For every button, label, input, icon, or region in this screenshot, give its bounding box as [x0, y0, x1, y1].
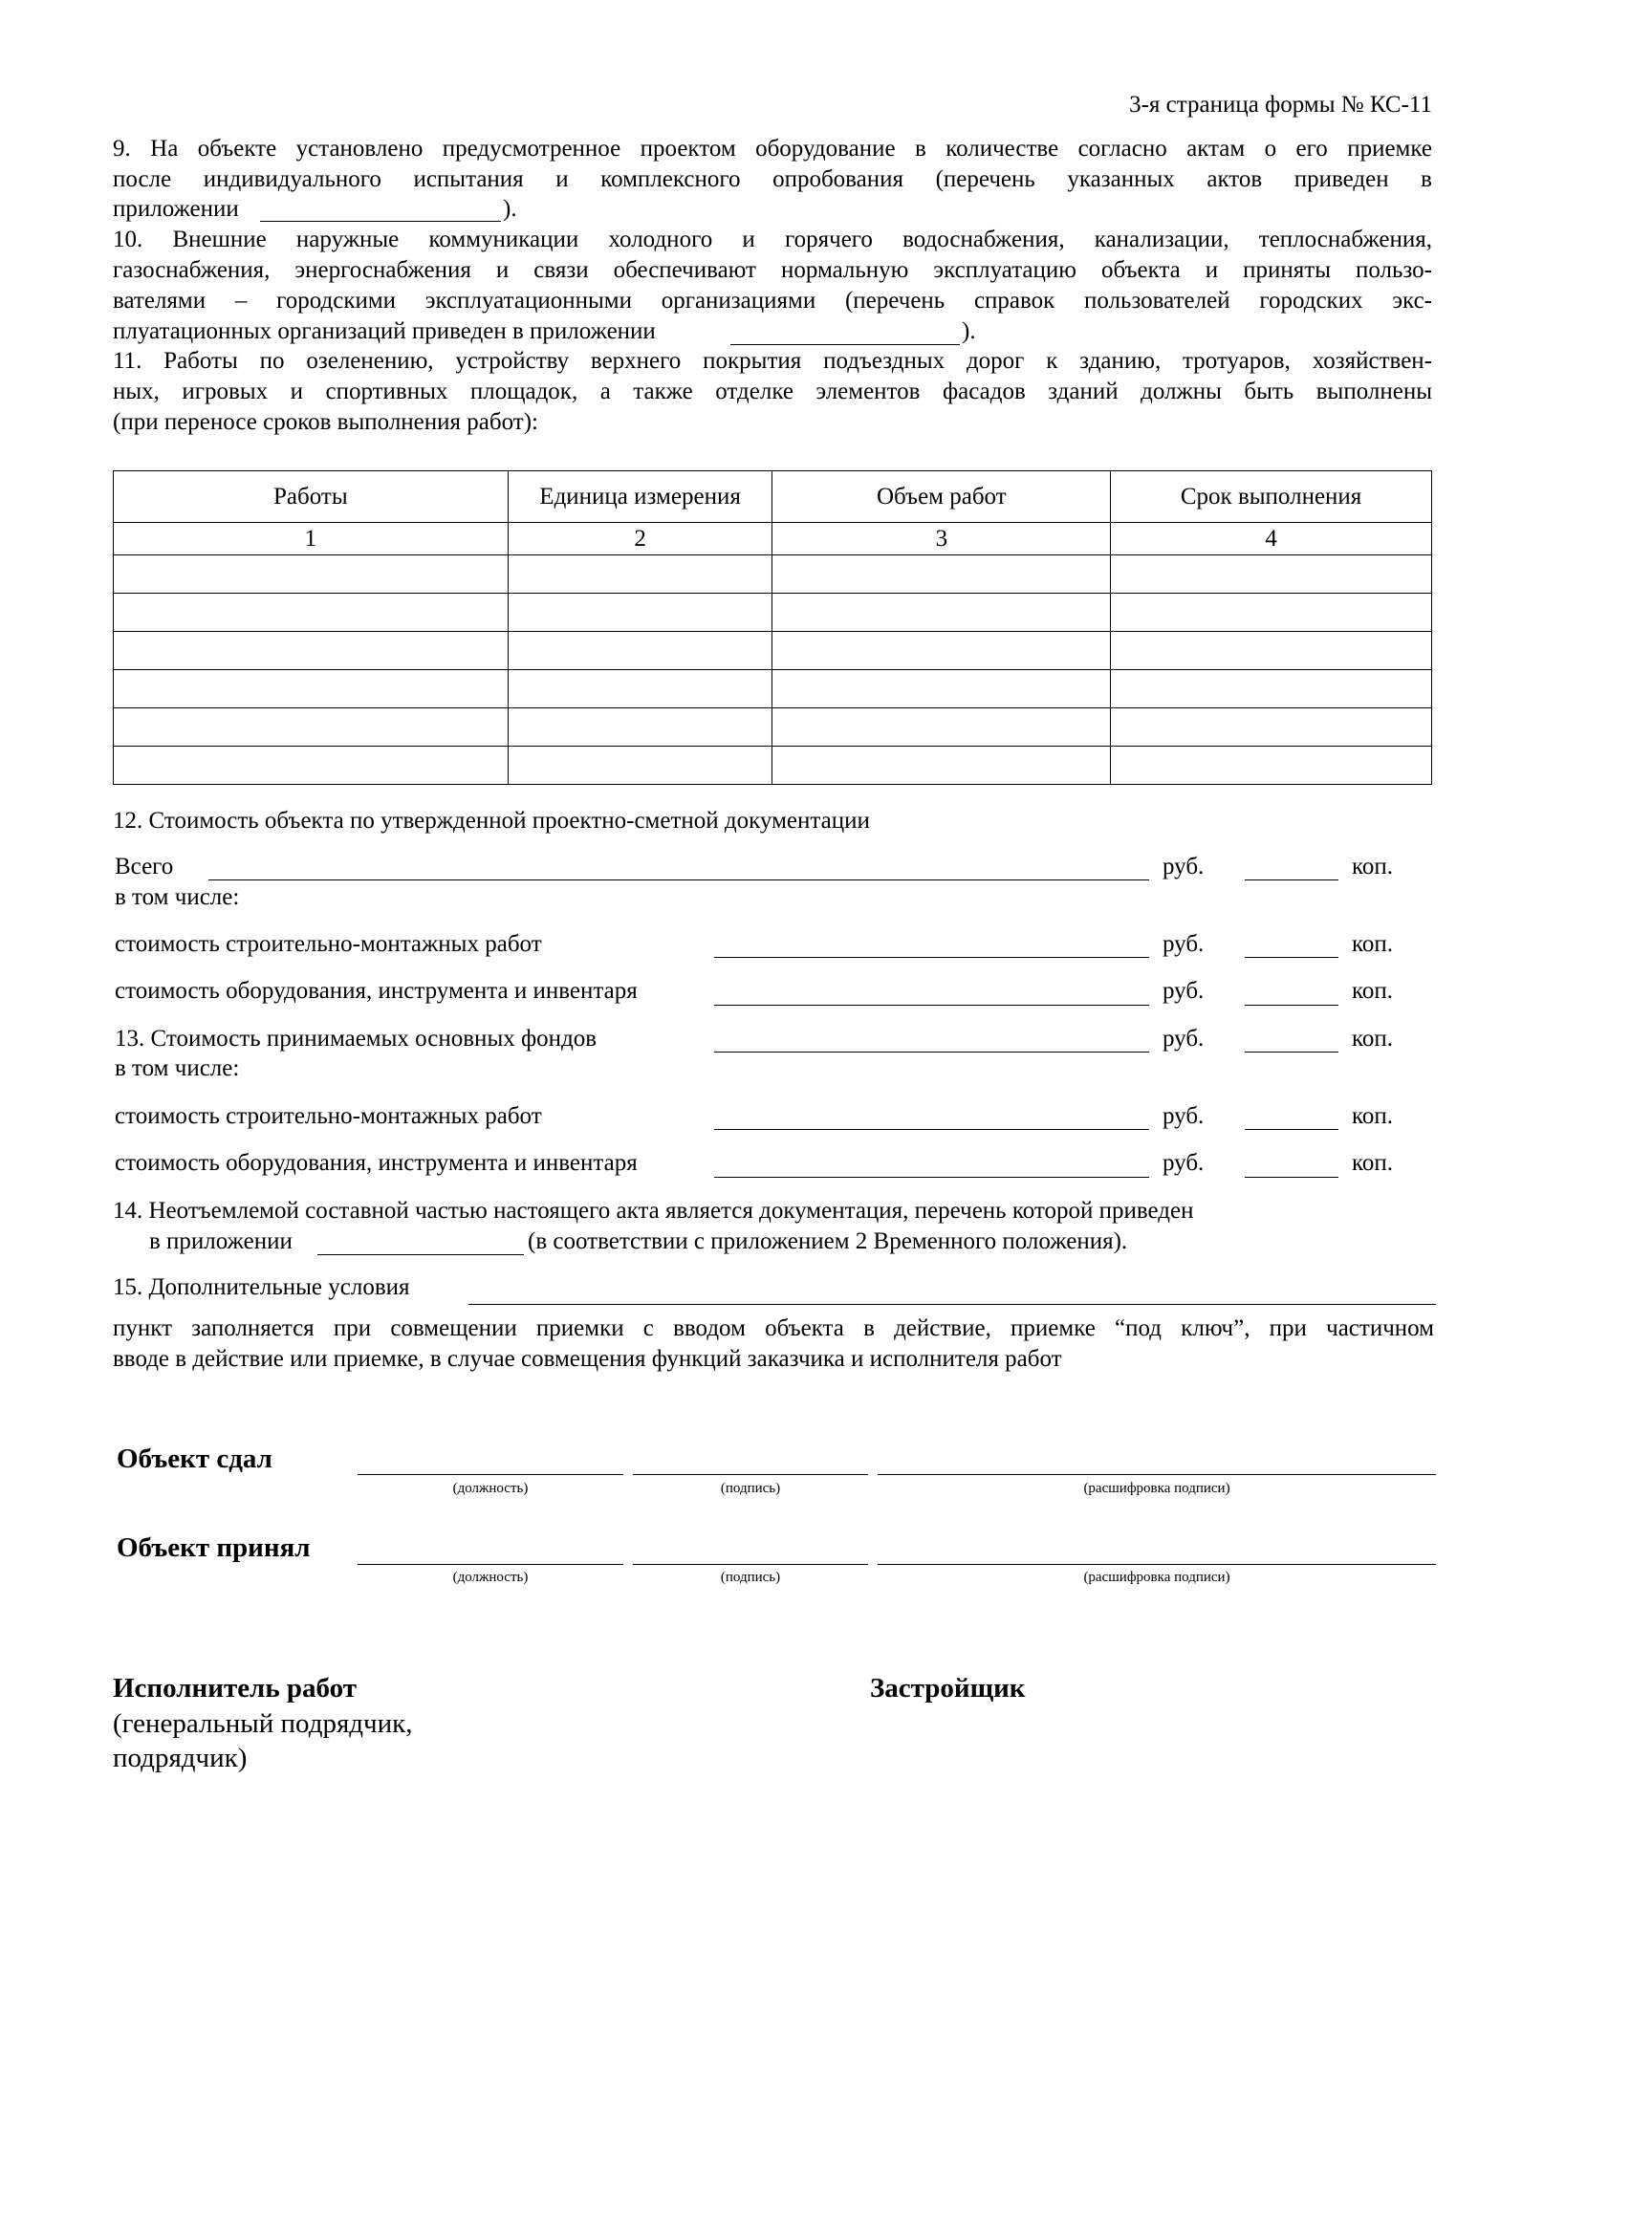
- table-row: [114, 747, 1432, 785]
- accepted-label: Объект принял: [117, 1532, 311, 1563]
- decoding-caption: (расшифровка подписи): [1083, 1570, 1230, 1585]
- item13-equipment-rub-field[interactable]: [714, 1177, 1149, 1178]
- item10-line4-start: плуатационных организаций приведен в приложении: [113, 318, 656, 344]
- kop-label: коп.: [1352, 978, 1394, 1004]
- table-cell[interactable]: [114, 594, 509, 632]
- table-cell[interactable]: [508, 670, 772, 708]
- handed-over-signature-field[interactable]: [633, 1474, 868, 1475]
- item15-note-line1: пункт заполняется при совмещении приемки с вводом объекта в действие, приемке “под ключ”, при частичном: [113, 1315, 1434, 1341]
- rub-label: руб.: [1163, 1103, 1205, 1129]
- item12-smr-label: стоимость строительно-монтажных работ: [115, 931, 542, 957]
- header-unit: Единица измерения: [508, 471, 772, 523]
- signature-caption: (подпись): [720, 1481, 781, 1496]
- item12-equipment-rub-field[interactable]: [714, 1005, 1149, 1006]
- item12-equipment-label: стоимость оборудования, инструмента и инвентаря: [115, 978, 638, 1004]
- handed-over-position-field[interactable]: [358, 1474, 623, 1475]
- item15-title: 15. Дополнительные условия: [113, 1274, 410, 1300]
- rub-label: руб.: [1163, 978, 1205, 1004]
- table-cell[interactable]: [114, 670, 509, 708]
- kop-label: коп.: [1352, 1103, 1394, 1129]
- item13-smr-rub-field[interactable]: [714, 1129, 1149, 1130]
- item14-line2-end: (в соответствии с приложением 2 Временного положения).: [528, 1228, 1128, 1254]
- item9-line2: после индивидуального испытания и комплексного опробования (перечень указанных актов приведен в: [113, 166, 1432, 192]
- item10-line3: вателями – городскими эксплуатационными организациями (перечень справок пользователей городских экс-: [113, 288, 1432, 314]
- table-cell[interactable]: [772, 670, 1111, 708]
- table-cell[interactable]: [1111, 555, 1432, 594]
- table-row: [114, 708, 1432, 747]
- item14-line2-start: в приложении: [149, 1228, 293, 1254]
- item12-equipment-kop-field[interactable]: [1245, 1005, 1338, 1006]
- item10-appendix-field[interactable]: [730, 344, 960, 345]
- table-cell[interactable]: [1111, 632, 1432, 670]
- item10-line2: газоснабжения, энергоснабжения и связи обеспечивают нормальную эксплуатацию объекта и приняты пользо-: [113, 257, 1432, 283]
- item10-line4-end: ).: [962, 318, 976, 344]
- item13-title: 13. Стоимость принимаемых основных фондов: [115, 1026, 598, 1052]
- table-cell[interactable]: [114, 632, 509, 670]
- table-cell[interactable]: [772, 632, 1111, 670]
- handed-over-label: Объект сдал: [117, 1444, 272, 1474]
- table-cell[interactable]: [1111, 747, 1432, 785]
- kop-label: коп.: [1352, 854, 1394, 879]
- rub-label: руб.: [1163, 1150, 1205, 1176]
- decoding-caption: (расшифровка подписи): [1083, 1481, 1230, 1496]
- table-cell[interactable]: [772, 747, 1111, 785]
- table-cell[interactable]: [1111, 594, 1432, 632]
- developer-title: Застройщик: [870, 1673, 1026, 1704]
- accepted-position-field[interactable]: [358, 1564, 623, 1565]
- handed-over-decoding-field[interactable]: [878, 1474, 1436, 1475]
- item11-line3: (при переносе сроков выполнения работ):: [113, 409, 538, 435]
- item13-smr-kop-field[interactable]: [1245, 1129, 1338, 1130]
- table-cell[interactable]: [508, 555, 772, 594]
- item15-conditions-field[interactable]: [468, 1304, 1436, 1305]
- item12-smr-kop-field[interactable]: [1245, 957, 1338, 958]
- table-row: [114, 670, 1432, 708]
- rub-label: руб.: [1163, 854, 1205, 879]
- table-number-row: [114, 523, 1432, 555]
- item9-line1: 9. На объекте установлено предусмотренное проектом оборудование в количестве согласно актам о его приемке: [113, 136, 1432, 162]
- item13-total-kop-field[interactable]: [1245, 1052, 1338, 1053]
- item12-total-label: Всего: [115, 854, 174, 879]
- table-cell[interactable]: [772, 594, 1111, 632]
- item12-smr-rub-field[interactable]: [714, 957, 1149, 958]
- table-cell[interactable]: [508, 747, 772, 785]
- rub-label: руб.: [1163, 1026, 1205, 1052]
- table-cell[interactable]: [508, 594, 772, 632]
- item12-total-rub-field[interactable]: [208, 879, 1149, 880]
- table-row: [114, 594, 1432, 632]
- column-number: 1: [114, 523, 509, 555]
- item15-note-line2: вводе в действие или приемке, в случае совмещения функций заказчика и исполнителя работ: [113, 1346, 1062, 1372]
- table-row: [114, 555, 1432, 594]
- table-row: [114, 632, 1432, 670]
- table-cell[interactable]: [114, 708, 509, 747]
- item9-line3-end: ).: [503, 196, 517, 222]
- column-number: 2: [508, 523, 772, 555]
- item13-equipment-kop-field[interactable]: [1245, 1177, 1338, 1178]
- table-cell[interactable]: [114, 747, 509, 785]
- item10-line1: 10. Внешние наружные коммуникации холодного и горячего водоснабжения, канализации, теплоснабжения,: [113, 227, 1432, 252]
- signature-caption: (подпись): [720, 1570, 781, 1585]
- table-cell[interactable]: [772, 555, 1111, 594]
- item9-appendix-field[interactable]: [260, 221, 501, 222]
- accepted-signature-field[interactable]: [633, 1564, 868, 1565]
- item11-line1: 11. Работы по озеленению, устройству верхнего покрытия подъездных дорог к зданию, тротуаров, хозяйствен-: [113, 348, 1432, 374]
- item13-total-rub-field[interactable]: [714, 1052, 1149, 1053]
- table-cell[interactable]: [508, 632, 772, 670]
- header-works: Работы: [114, 471, 509, 523]
- table-cell[interactable]: [1111, 670, 1432, 708]
- position-caption: (должность): [452, 1570, 529, 1585]
- contractor-subtitle-1: (генеральный подрядчик,: [113, 1708, 413, 1739]
- item14-appendix-field[interactable]: [317, 1254, 524, 1255]
- table-header-row: [114, 471, 1432, 523]
- table-cell[interactable]: [508, 708, 772, 747]
- kop-label: коп.: [1352, 1150, 1394, 1176]
- position-caption: (должность): [452, 1481, 529, 1496]
- item12-title: 12. Стоимость объекта по утвержденной проектно-сметной документации: [113, 808, 870, 834]
- kop-label: коп.: [1352, 1026, 1394, 1052]
- item13-including: в том числе:: [115, 1055, 240, 1081]
- rub-label: руб.: [1163, 931, 1205, 957]
- accepted-decoding-field[interactable]: [878, 1564, 1436, 1565]
- works-table: [113, 470, 1432, 785]
- item9-line3-start: приложении: [113, 196, 239, 222]
- item14-line1: 14. Неотъемлемой составной частью настоящего акта является документация, перечень которой приведен: [113, 1198, 1194, 1224]
- header-volume: Объем работ: [772, 471, 1111, 523]
- contractor-subtitle-2: подрядчик): [113, 1743, 248, 1773]
- kop-label: коп.: [1352, 931, 1394, 957]
- item13-equipment-label: стоимость оборудования, инструмента и инвентаря: [115, 1150, 638, 1176]
- column-number: 3: [772, 523, 1111, 555]
- table-cell[interactable]: [772, 708, 1111, 747]
- item12-including: в том числе:: [115, 884, 240, 910]
- item12-total-kop-field[interactable]: [1245, 879, 1338, 880]
- header-deadline: Срок выполнения: [1111, 471, 1432, 523]
- item13-smr-label: стоимость строительно-монтажных работ: [115, 1103, 542, 1129]
- table-cell[interactable]: [1111, 708, 1432, 747]
- item11-line2: ных, игровых и спортивных площадок, а также отделке элементов фасадов зданий должны быть выполнены: [113, 379, 1432, 404]
- page-label: 3-я страница формы № КС-11: [1129, 92, 1432, 118]
- contractor-title: Исполнитель работ: [113, 1673, 358, 1704]
- column-number: 4: [1111, 523, 1432, 555]
- table-cell[interactable]: [114, 555, 509, 594]
